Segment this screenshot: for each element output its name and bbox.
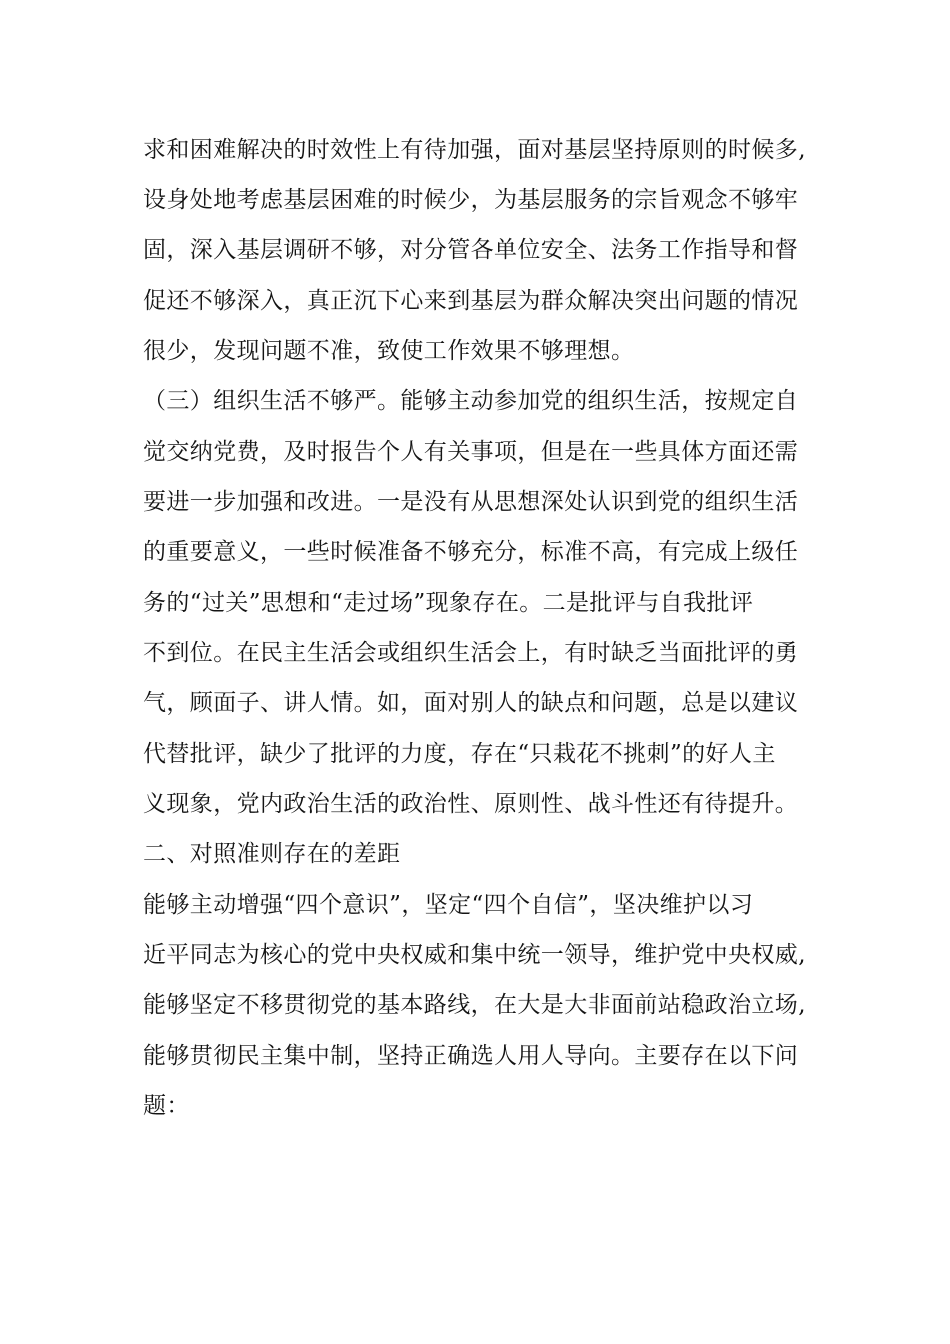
text-line-19: 能够贯彻民主集中制，坚持正确选人用人导向。主要存在以下问 [143,1043,799,1069]
section-heading: 二、对照准则存在的差距 [143,841,401,867]
text-line-8: 要进一步加强和改进。一是没有从思想深处认识到党的组织生活 [143,489,799,515]
text-line-5: 很少，发现问题不准，致使工作效果不够理想。 [143,338,635,364]
text-line-4: 促还不够深入，真正沉下心来到基层为群众解决突出问题的情况 [143,288,799,314]
text-line-17: 近平同志为核心的党中央权威和集中统一领导，维护党中央权威, [143,942,806,968]
text-line-1: 求和困难解决的时效性上有待加强，面对基层坚持原则的时候多, [143,137,806,163]
text-line-7: 觉交纳党费，及时报告个人有关事项，但是在一些具体方面还需 [143,439,799,465]
text-line-2: 设身处地考虑基层困难的时候少，为基层服务的宗旨观念不够牢 [143,187,799,213]
text-line-11: 不到位。在民主生活会或组织生活会上，有时缺乏当面批评的勇 [143,640,799,666]
text-line-6: （三）组织生活不够严。能够主动参加党的组织生活，按规定自 [143,388,799,414]
text-line-14: 义现象，党内政治生活的政治性、原则性、战斗性还有待提升。 [143,791,799,817]
text-line-20: 题： [143,1093,190,1119]
text-line-3: 固，深入基层调研不够，对分管各单位安全、法务工作指导和督 [143,237,799,263]
text-line-10: 务的“过关”思想和“走过场”现象存在。二是批评与自我批评 [143,590,754,616]
text-line-16: 能够主动增强“四个意识”，坚定“四个自信”，坚决维护以习 [143,892,754,918]
text-line-18: 能够坚定不移贯彻党的基本路线，在大是大非面前站稳政治立场, [143,992,806,1018]
text-line-9: 的重要意义，一些时候准备不够充分，标准不高，有完成上级任 [143,539,799,565]
text-line-13: 代替批评，缺少了批评的力度，存在“只栽花不挑刺”的好人主 [143,741,776,767]
text-line-12: 气，顾面子、讲人情。如，面对别人的缺点和问题，总是以建议 [143,690,799,716]
